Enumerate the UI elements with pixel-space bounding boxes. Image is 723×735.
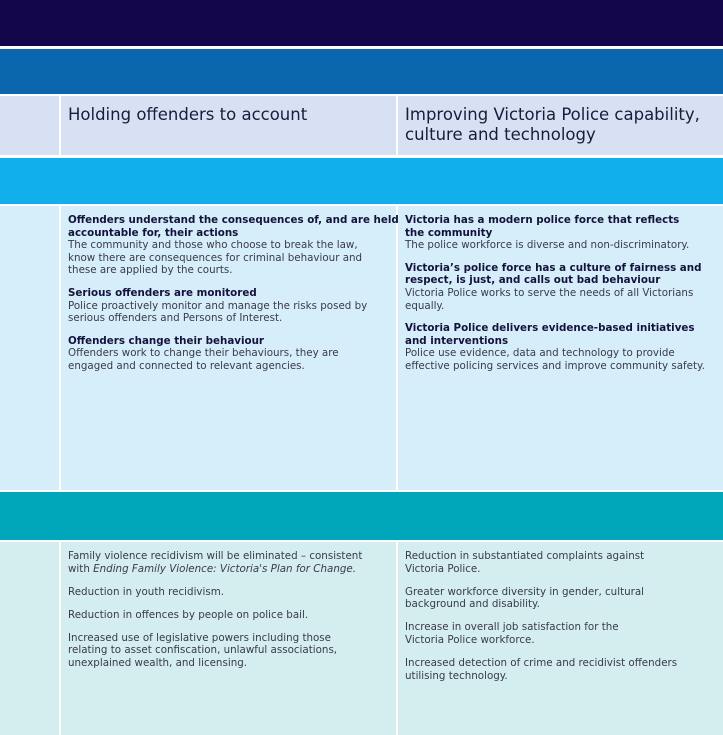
- column-title-capability: Improving Victoria Police capability, culture and technology: [405, 105, 700, 144]
- outcome-item: Offenders change their behaviour Offenders work to change their behaviours, they are engaged and connected to relevant agencies.: [68, 334, 339, 372]
- outcome-item: Victoria’s police force has a culture of fairness and respect, is just, and calls out bad behaviour Victoria Police works to serve the needs of all Victorians equally.: [405, 261, 702, 312]
- indicator-item: Increased use of legislative powers including those relating to asset confiscation, unlawful associations, unexplained wealth, and licensing.: [68, 631, 338, 670]
- indicators-banner: [0, 492, 723, 540]
- outcomes-col-capability: [405, 214, 705, 383]
- indicator-item: Family violence recidivism will be eliminated – consistent with Ending Family Violence: Victoria's Plan for Change.: [68, 550, 363, 575]
- outcomes-banner: [0, 158, 723, 204]
- column-divider: [396, 542, 398, 735]
- indicator-item: Increase in overall job satisfaction for the Victoria Police workforce.: [405, 621, 619, 646]
- column-title-offenders: Holding offenders to account: [68, 105, 308, 124]
- top-banner: [0, 0, 723, 46]
- outcome-item: Victoria Police delivers evidence-based initiatives and interventions Police use evidence, data and technology to provide effective policing services and improve community safety.: [405, 322, 705, 372]
- indicator-item: Increased detection of crime and recidivist offenders utilising technology.: [405, 657, 678, 682]
- column-divider: [59, 96, 61, 155]
- indicator-item: Reduction in offences by people on police bail.: [68, 608, 309, 621]
- outcomes-col-offenders: [68, 214, 399, 383]
- column-divider: [59, 542, 61, 735]
- indicators-col-capability: [405, 550, 677, 693]
- column-divider: [59, 206, 61, 490]
- indicator-item: Greater workforce diversity in gender, cultural background and disability.: [405, 585, 645, 611]
- indicator-item: Reduction in youth recidivism.: [68, 585, 225, 598]
- outcome-item: Victoria has a modern police force that reflects the community The police workforce is diverse and non-discriminatory.: [405, 214, 690, 252]
- indicators-col-offenders: [68, 550, 362, 680]
- section-banner-blue: [0, 49, 723, 94]
- column-divider: [396, 96, 398, 155]
- outcome-item: Offenders understand the consequences of, and are held accountable for, their actions The community and those who choose to break the law, know there are consequences for criminal behaviour and these are applied by the courts.: [68, 214, 399, 277]
- outcome-item: Serious offenders are monitored Police proactively monitor and manage the risks posed by serious offenders and Persons of Interest.: [68, 286, 368, 325]
- indicator-item: Reduction in substantiated complaints against Victoria Police.: [405, 550, 645, 575]
